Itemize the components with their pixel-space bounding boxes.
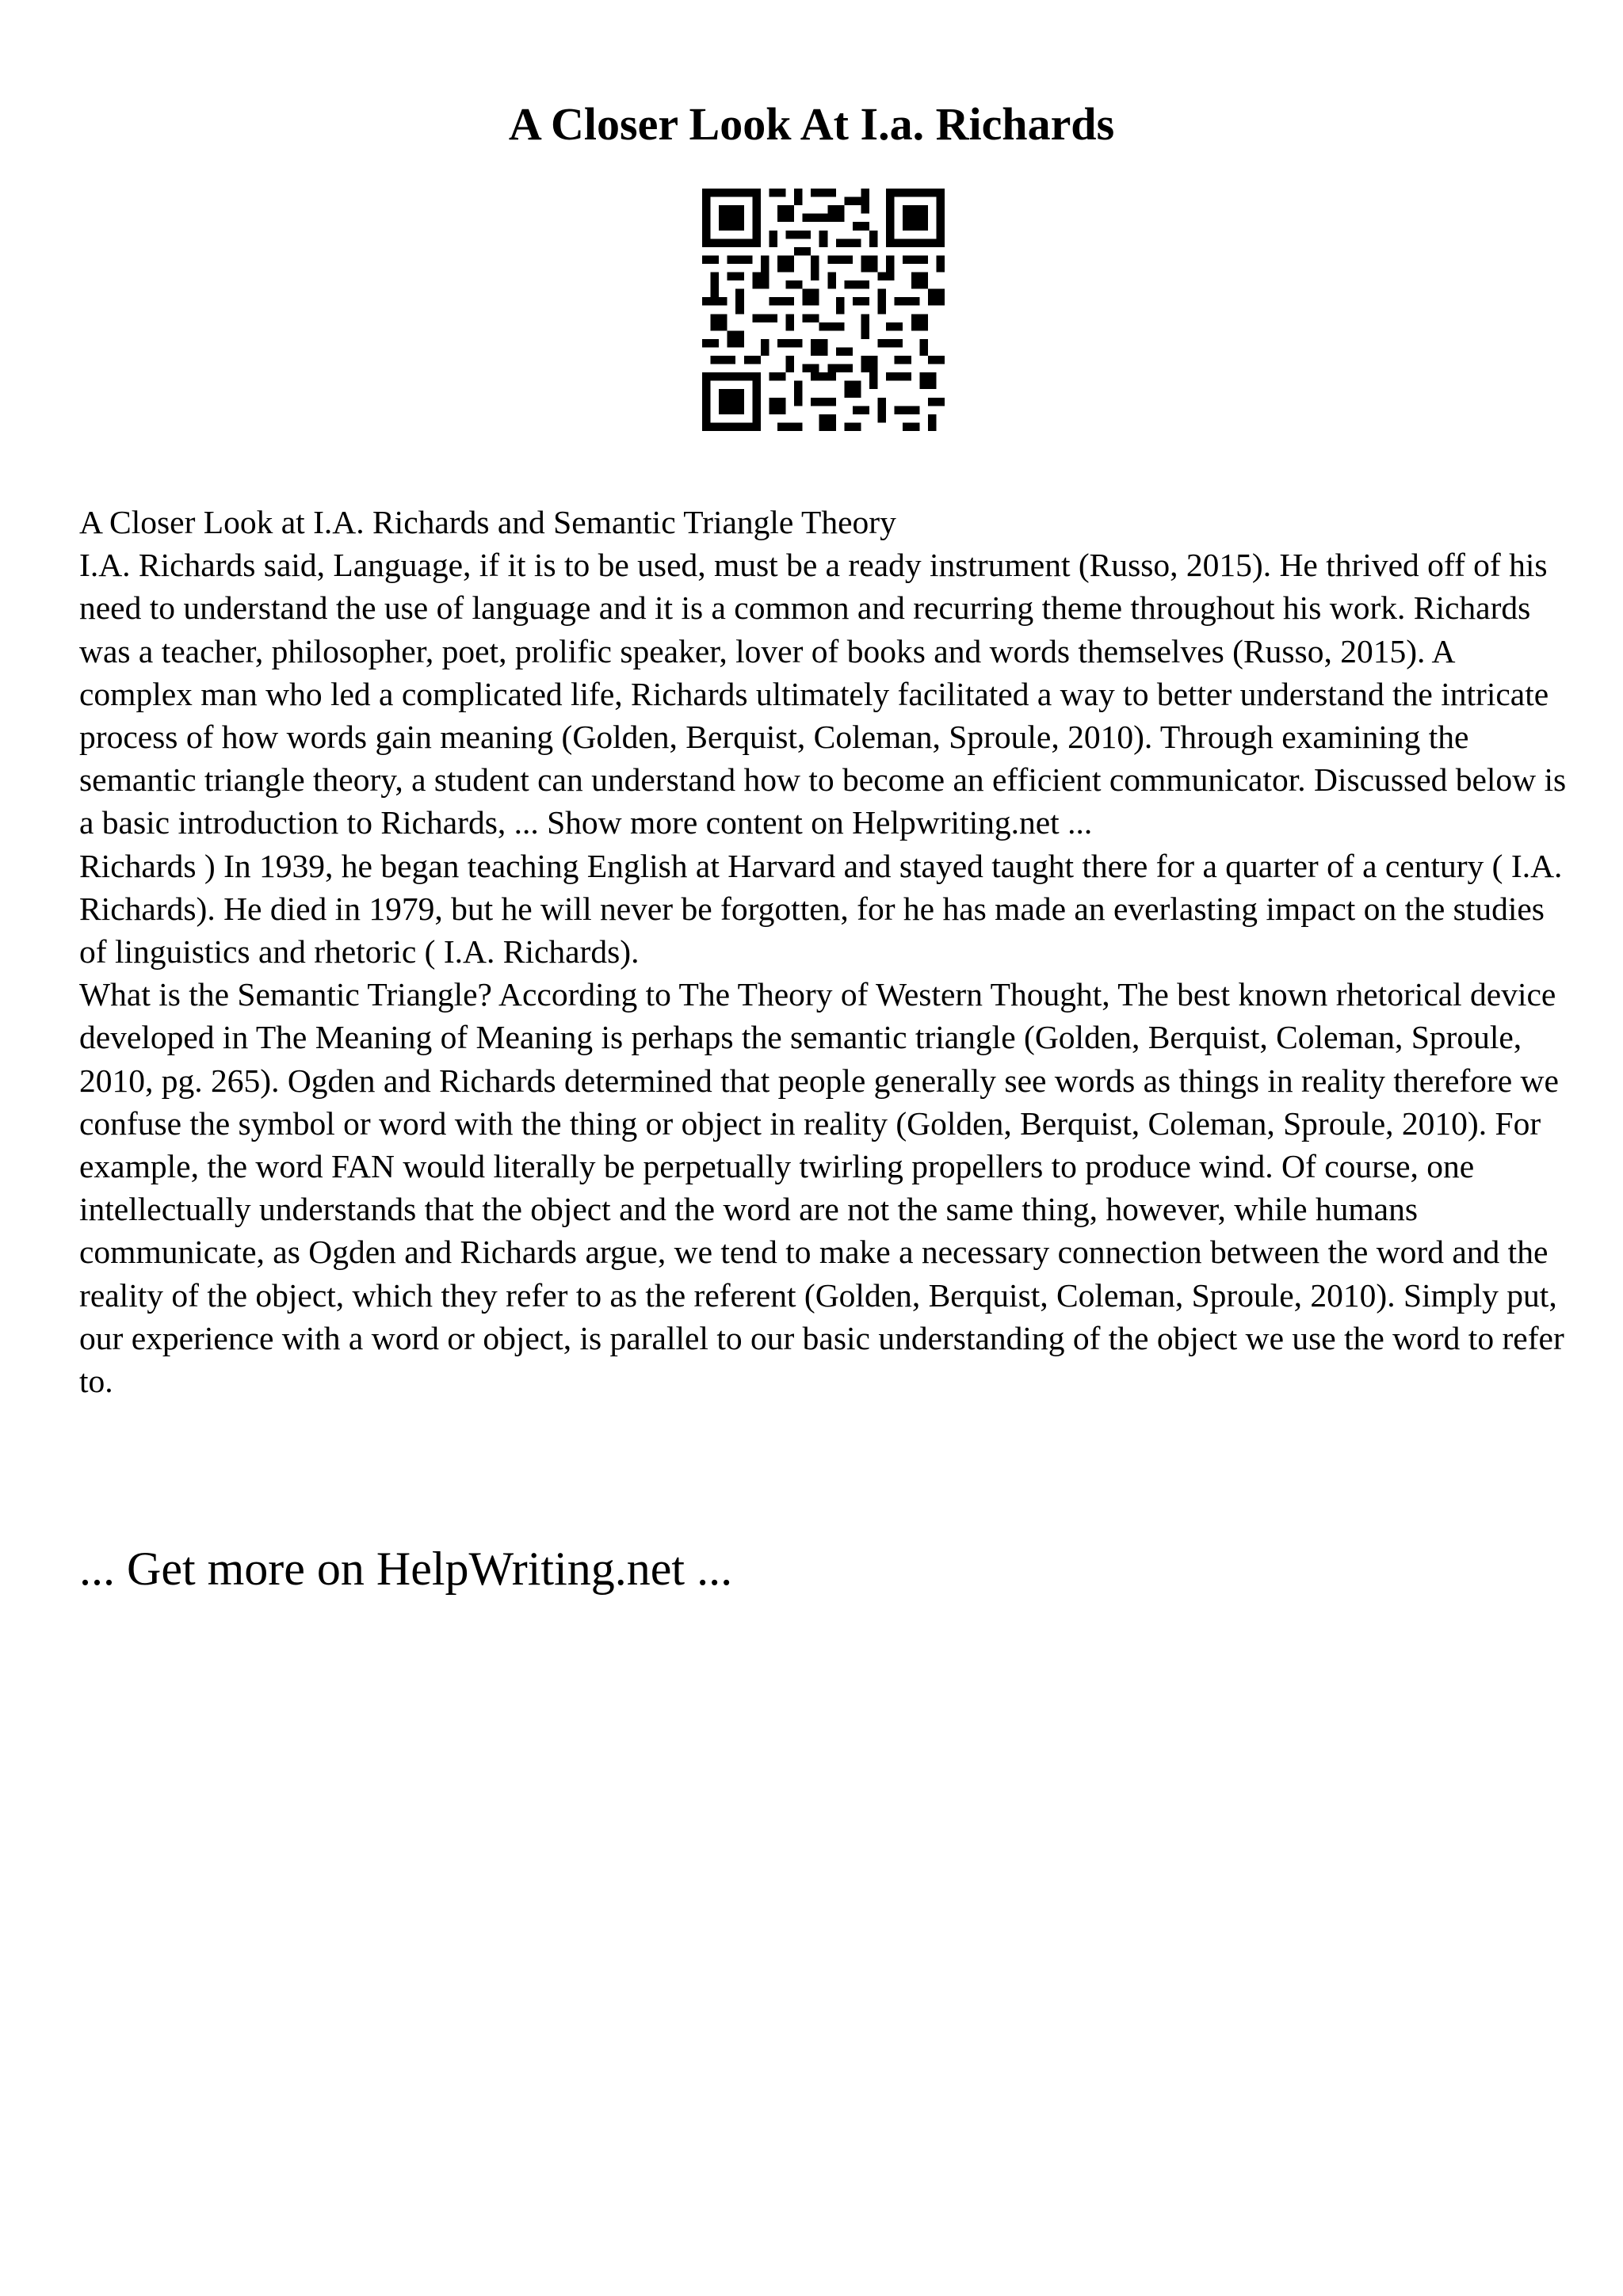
- page-title: A Closer Look At I.a. Richards: [508, 98, 1115, 150]
- qr-code-icon: [702, 189, 945, 431]
- paragraph-2: Richards ) In 1939, he began teaching English at Harvard and stayed taught there for a quarter of a century ( I.A. Richards). He died in 1979, but he will never be forgotten, for he has made an everlasting impact on the studies of linguistics and rhetoric ( I.A. Richards).: [79, 847, 1563, 971]
- get-more-link[interactable]: ... Get more on HelpWriting.net ...: [79, 1543, 733, 1595]
- article-heading: A Closer Look at I.A. Richards and Semantic Triangle Theory: [79, 504, 896, 540]
- paragraph-1: I.A. Richards said, Language, if it is to be used, must be a ready instrument (Russo, 2015). He thrived off of his need to understand the use of language and it is a common and recurring theme throughout his work. Richards was a teacher, philosopher, poet, prolific speaker, lover of books and words themselves (Russo, 2015). A complex man who led a complicated life, Richards ultimately facilitated a way to better understand the intricate process of how words gain meaning (Golden, Berquist, Coleman, Sproule, 2010). Through examining the semantic triangle theory, a student can understand how to become an efficient communicator. Discussed below is a basic introduction to Richards, ... Show more content on Helpwriting.net ...: [79, 547, 1567, 841]
- paragraph-3: What is the Semantic Triangle? According to The Theory of Western Thought, The best known rhetorical device developed in The Meaning of Meaning is perhaps the semantic triangle (Golden, Berquist, Coleman, Sproule, 2010, pg. 265). Ogden and Richards determined that people generally see words as things in reality therefore we confuse the symbol or word with the thing or object in reality (Golden, Berquist, Coleman, Sproule, 2010). For example, the word FAN would literally be perpetually twirling propellers to produce wind. Of course, one intellectually understands that the object and the word are not the same thing, however, while humans communicate, as Ogden and Richards argue, we tend to make a necessary connection between the word and the reality of the object, which they refer to as the referent (Golden, Berquist, Coleman, Sproule, 2010). Simply put, our experience with a word or object, is parallel to our basic understanding of the object we use the word to refer to.: [79, 976, 1564, 1400]
- article-body: [79, 501, 1569, 1402]
